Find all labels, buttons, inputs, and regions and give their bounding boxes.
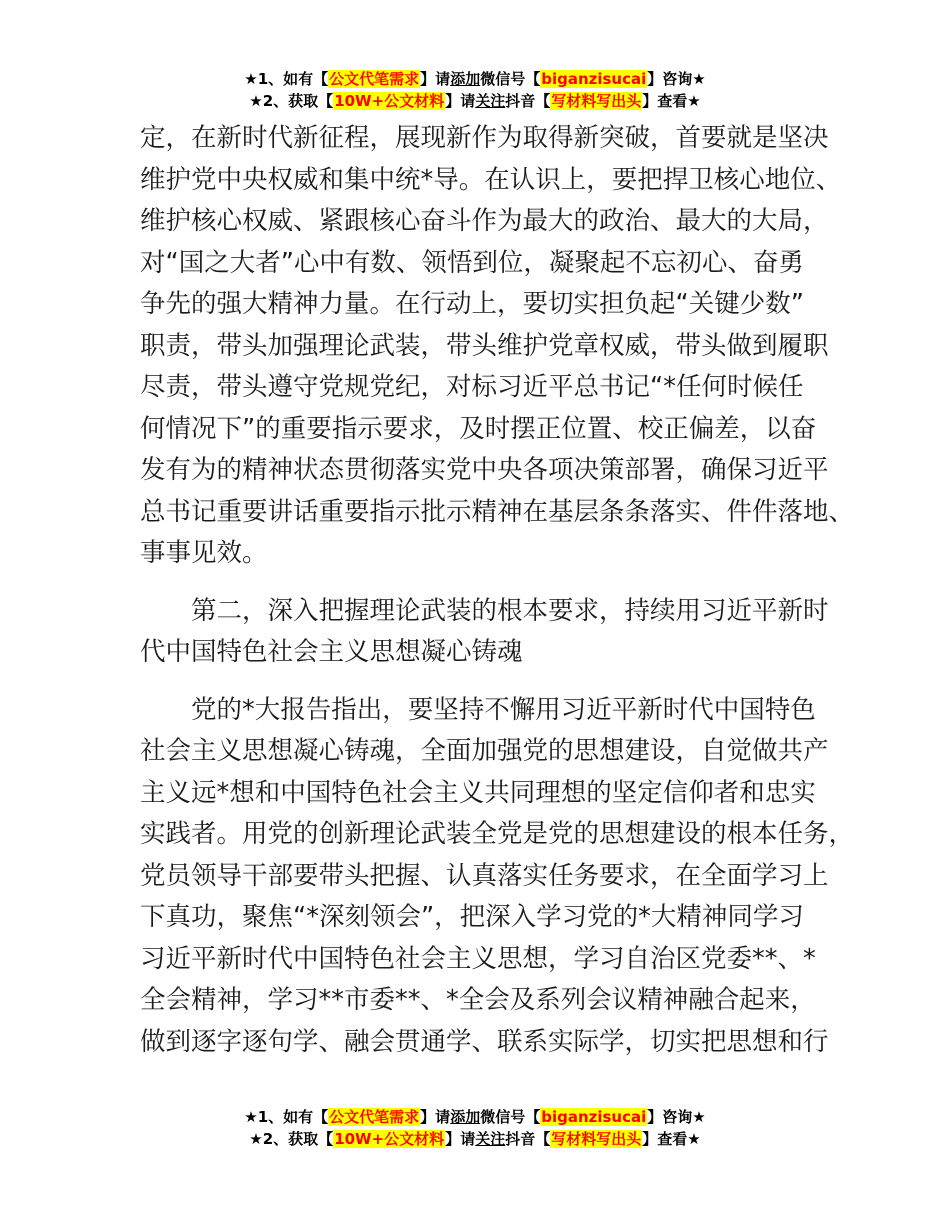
text-line: 实践者。用党的创新理论武装全党是党的思想建设的根本任务， (140, 819, 855, 849)
banner-highlight: 公文代笔需求 (329, 70, 420, 88)
banner-text: 】请 (445, 1130, 476, 1148)
section-heading-line: 代中国特色社会主义思想凝心铸魂 (140, 637, 523, 667)
banner-line-1 (0, 68, 950, 90)
banner-line-1 (0, 1106, 950, 1128)
banner-text: 】请 (420, 1108, 451, 1126)
banner-underline: 关注 (475, 1130, 506, 1148)
text-line: 做到逐字逐句学、融会贯通学、联系实际学，切实把思想和行 (140, 1026, 829, 1057)
banner-underline: 添加 (450, 70, 481, 88)
banner-underline: 添加 (450, 1108, 481, 1126)
text-line: 对“国之大者”心中有数、领悟到位，凝聚起不忘初心、奋勇 (140, 247, 804, 278)
text-line: 党员领导干部要带头把握、认真落实任务要求，在全面学习上 (140, 860, 829, 891)
banner-text: 】请 (420, 70, 451, 88)
text-line: 维护党中央权威和集中统*导。在认识上，要把捍卫核心地位、 (140, 164, 842, 195)
text-line: 发有为的精神状态贯彻落实党中央各项决策部署，确保习近平 (140, 455, 829, 485)
banner-underline: 关注 (475, 92, 506, 110)
banner-text: 】查看★ (642, 1130, 701, 1148)
banner-line-2 (0, 90, 950, 112)
banner-text: ★2、获取【 (249, 92, 334, 110)
document-body (140, 118, 855, 1063)
text-line: 定，在新时代新征程，展现新作为取得新突破，首要就是坚决 (140, 123, 829, 153)
banner-douyin-id: 写材料写出头 (551, 1130, 642, 1148)
text-line: 尽责，带头遵守党规党纪，对标习近平总书记“*任何时候任 (140, 372, 804, 402)
text-line: 社会主义思想凝心铸魂，全面加强党的思想建设，自觉做共产 (140, 736, 829, 766)
header-banner (0, 68, 950, 112)
banner-wechat-id: biganzisucai (541, 70, 647, 88)
section-heading-line: 第二，深入把握理论武装的根本要求，持续用习近平新时 (140, 595, 829, 626)
text-line: 下真功，聚焦“*深刻领会”，把深入学习党的*大精神同学习 (140, 902, 804, 932)
text-line: 总书记重要讲话重要指示批示精神在基层条条落实、件件落地、 (140, 496, 855, 527)
banner-highlight: 10W+公文材料 (334, 1130, 445, 1148)
banner-text: 】咨询★ (647, 1108, 706, 1126)
text-line: 党的*大报告指出，要坚持不懈用习近平新时代中国特色 (140, 694, 816, 725)
text-line: 争先的强大精神力量。在行动上，要切实担负起“关键少数” (140, 289, 804, 319)
text-line: 事事见效。 (140, 538, 268, 568)
banner-text: ★1、如有【 (244, 70, 329, 88)
banner-text: 】查看★ (642, 92, 701, 110)
banner-text: 微信号【 (480, 70, 541, 88)
banner-douyin-id: 写材料写出头 (551, 92, 642, 110)
banner-text: 】咨询★ (647, 70, 706, 88)
banner-highlight: 公文代笔需求 (329, 1108, 420, 1126)
text-line: 全会精神，学习**市委**、*全会及系列会议精神融合起来， (140, 985, 816, 1015)
text-line: 何情况下”的重要指示要求，及时摆正位置、校正偏差，以奋 (140, 413, 817, 444)
paragraph-gap (140, 674, 830, 690)
banner-text: 微信号【 (480, 1108, 541, 1126)
footer-banner (0, 1106, 950, 1150)
text-line: 职责，带头加强理论武装，带头维护党章权威，带头做到履职 (140, 330, 829, 361)
text-line: 主义远*想和中国特色社会主义共同理想的坚定信仰者和忠实 (140, 777, 816, 808)
banner-text: ★1、如有【 (244, 1108, 329, 1126)
banner-highlight: 10W+公文材料 (334, 92, 445, 110)
banner-wechat-id: biganzisucai (541, 1108, 647, 1126)
banner-text: 抖音【 (505, 92, 551, 110)
paragraph-gap (140, 575, 830, 591)
banner-line-2 (0, 1128, 950, 1150)
banner-text: 抖音【 (505, 1130, 551, 1148)
banner-text: ★2、获取【 (249, 1130, 334, 1148)
banner-text: 】请 (445, 92, 476, 110)
text-line: 维护核心权威、紧跟核心奋斗作为最大的政治、最大的大局， (140, 206, 829, 236)
text-line: 习近平新时代中国特色社会主义思想，学习自治区党委**、* (140, 943, 816, 974)
